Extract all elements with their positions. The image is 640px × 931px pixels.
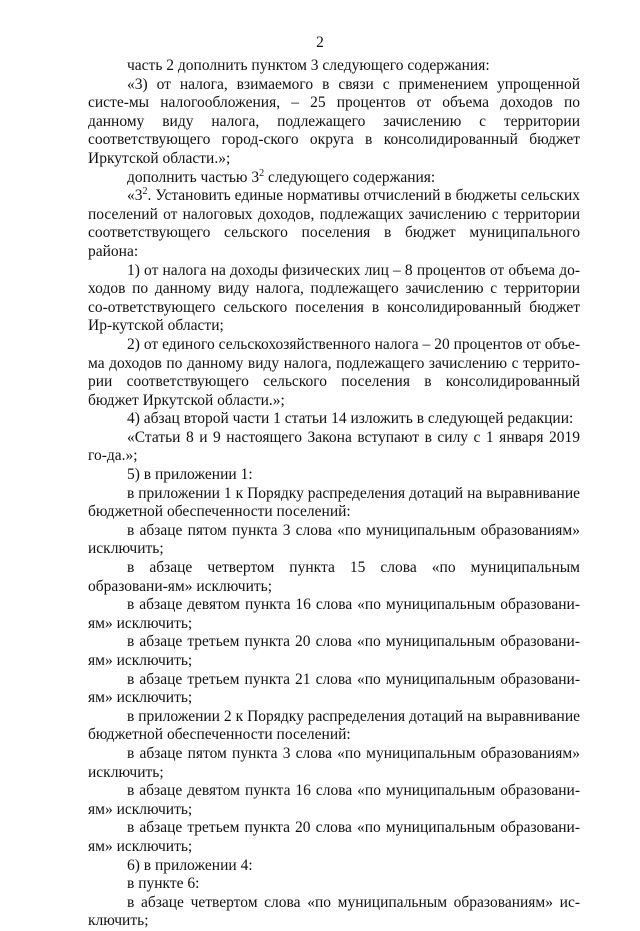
paragraph-appendix1: 5) в приложении 1: [127,466,253,484]
paragraph-part3-2-norms [88,187,580,261]
paragraph-income-tax: 1) от налога на доходы физических лиц – 8 процентов от объема до-ходов по данному виду налога, подлежащего зачислению с территории со-ответствующего сельского поселения в консолидированный бюджет Ир-кутской области; [88,261,580,335]
paragraph-appendix4: 6) в приложении 4: [127,856,253,874]
paragraph-order2-item20-para3: в абзаце третьем пункта 20 слова «по муниципальным образовани-ям» исключить; [88,819,580,855]
paragraph-item20-para3: в абзаце третьем пункта 20 слова «по муниципальным образовани-ям» исключить; [88,633,580,669]
paragraph-part3-2-norms-pre: «3 [127,187,143,205]
paragraph-simplified-tax: «3) от налога, взимаемого в связи с применением упрощенной систе-мы налогообложения, – 25 процентов от объема доходов по данному виду налога, подлежащего зачислению с территории соответствующего город-ского округа в консолидированный бюджет Иркутской области.»; [88,75,580,167]
paragraph-articles-effective: «Статьи 8 и 9 настоящего Закона вступают в силу с 1 января 2019 го-да.»; [88,428,580,465]
paragraph-appendix1-order2: в приложении 2 к Порядку распределения дотаций на выравнивание бюджетной обеспеченности поселений: [88,707,580,744]
document-body [88,57,580,931]
paragraph-item16-para9: в абзаце девятом пункта 16 слова «по муниципальным образовани-ям» исключить; [88,596,580,632]
paragraph-appendix1-order1: в приложении 1 к Порядку распределения дотаций на выравнивание бюджетной обеспеченности поселений: [88,484,580,521]
paragraph-add-part3-2-post: следующего содержания: [264,168,436,186]
paragraph-agricultural-tax: 2) от единого сельскохозяйственного налога – 20 процентов от объе-ма доходов по данному виду налога, подлежащего зачислению с террито-рии соответствующего сельского поселения в консолидированный бюджет Иркутской области.»; [88,335,580,409]
page-number: 2 [316,34,324,51]
paragraph-add-part3-2-pre: дополнить частью 3 [127,168,260,186]
paragraph-item3-para5: в абзаце пятом пункта 3 слова «по муниципальным образованиям» исключить; [88,521,580,558]
paragraph-order2-item3-para5: в абзаце пятом пункта 3 слова «по муниципальным образованиям» исключить; [88,744,580,781]
paragraph-item6: в пункте 6: [127,875,200,893]
paragraph-item6-para4: в абзаце четвертом слова «по муниципальным образованиям» ис-ключить; [88,893,580,930]
paragraph-add-part3-2 [88,169,580,188]
paragraph-item15-para4: в абзаце четвертом пункта 15 слова «по муниципальным образовани-ям» исключить; [88,559,580,595]
superscript-2: 2 [259,167,265,179]
paragraph-order2-item16-para9: в абзаце девятом пункта 16 слова «по муниципальным образовани-ям» исключить; [88,782,580,818]
paragraph-article14: 4) абзац второй части 1 статьи 14 изложить в следующей редакции: [127,410,574,428]
superscript-2: 2 [142,186,148,198]
paragraph-part3-2-norms-post: . Установить единые нормативы отчислений в бюджеты сельских поселений от налоговых доходов, подлежащих зачислению с территории соответствующего сельского поселения в бюджет муниципального района: [88,187,580,260]
paragraph-item21-para3: в абзаце третьем пункта 21 слова «по муниципальным образовани-ям» исключить; [88,670,580,707]
paragraph-amend-part2: часть 2 дополнить пунктом 3 следующего содержания: [127,57,490,74]
